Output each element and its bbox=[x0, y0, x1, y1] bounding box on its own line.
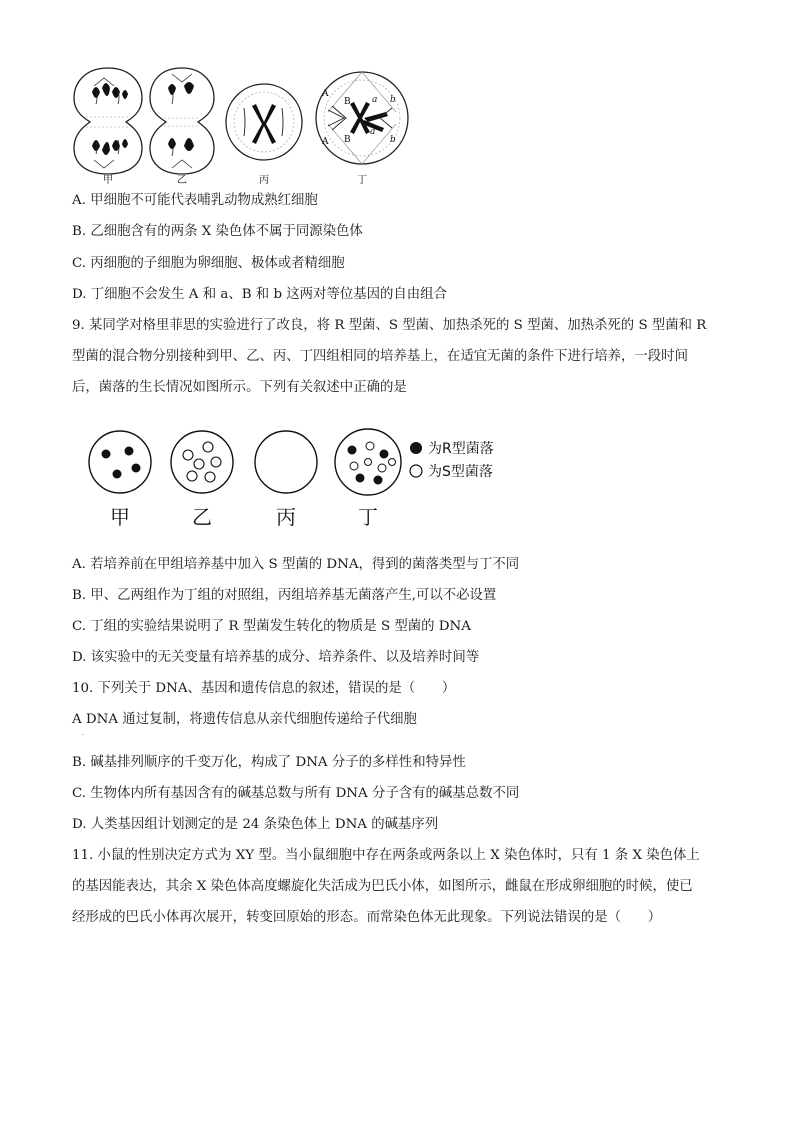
q8-option-a: A. 甲细胞不可能代表哺乳动物成熟红细胞 bbox=[72, 193, 318, 208]
q9-option-b: B. 甲、乙两组作为丁组的对照组，丙组培养基无菌落产生,可以不必设置 bbox=[72, 588, 497, 603]
cell-label-jia: 甲 bbox=[103, 175, 113, 184]
q9-stem-line-1: 9. 某同学对格里菲思的实验进行了改良，将 R 型菌、S 型菌、加热杀死的 S 型菌、加热杀死的 S 型菌和 R bbox=[72, 318, 707, 333]
q9-option-d: D. 该实验中的无关变量有培养基的成分、培养条件、以及培养时间等 bbox=[72, 650, 480, 665]
dish-bing bbox=[255, 431, 317, 493]
q10-stem: 10. 下列关于 DNA、基因和遗传信息的叙述，错误的是（ ） bbox=[72, 681, 456, 696]
q9-stem-line-2: 型菌的混合物分别接种到甲、乙、丙、丁四组相同的培养基上，在适宜无菌的条件下进行培养，一段时间 bbox=[72, 349, 688, 364]
q9-stem-line-3: 后，菌落的生长情况如图所示。下列有关叙述中正确的是 bbox=[72, 380, 407, 395]
q10-option-a: A DNA 通过复制，将遗传信息从亲代细胞传递给子代细胞 bbox=[72, 712, 417, 727]
q11-stem-line-3: 经形成的巴氏小体再次展开，转变回原始的形态。而常染色体无此现象。下列说法错误的是（ ） bbox=[72, 910, 662, 925]
q8-option-d: D. 丁细胞不会发生 A 和 a、B 和 b 这两对等位基因的自由组合 bbox=[72, 287, 447, 302]
colony-figure bbox=[82, 424, 522, 532]
cell-label-ding: 丁 bbox=[357, 175, 367, 184]
allele-label: B bbox=[344, 135, 351, 145]
dish-label-ding: 丁 bbox=[358, 505, 378, 529]
dish-jia bbox=[89, 431, 151, 493]
cell-label-yi: 乙 bbox=[177, 175, 187, 184]
cell-yi bbox=[150, 68, 214, 174]
stray-mark: . bbox=[82, 730, 84, 737]
allele-label: b bbox=[390, 95, 396, 105]
colony-legend bbox=[410, 440, 494, 480]
allele-label: a bbox=[370, 127, 376, 137]
dish-label-jia: 甲 bbox=[110, 505, 130, 529]
cell-jia bbox=[74, 68, 142, 174]
dish-ding bbox=[335, 429, 401, 495]
cell-division-figure bbox=[68, 62, 418, 184]
allele-label: b bbox=[390, 135, 396, 145]
q10-option-b: B. 碱基排列顺序的千变万化，构成了 DNA 分子的多样性和特异性 bbox=[72, 755, 466, 770]
q11-stem-line-2: 的基因能表达，其余 X 染色体高度螺旋化失活成为巴氏小体，如图所示，雌鼠在形成卵细胞的时候，使已 bbox=[72, 879, 693, 894]
legend-s-label: 为S型菌落 bbox=[428, 464, 493, 480]
allele-label: A bbox=[322, 89, 329, 99]
dish-yi bbox=[171, 431, 233, 493]
cell-label-bing: 丙 bbox=[259, 175, 269, 184]
legend-r-marker bbox=[410, 442, 422, 454]
q9-option-c: C. 丁组的实验结果说明了 R 型菌发生转化的物质是 S 型菌的 DNA bbox=[72, 619, 471, 634]
q11-stem-line-1: 11. 小鼠的性别决定方式为 XY 型。当小鼠细胞中存在两条或两条以上 X 染色体时，只有 1 条 X 染色体上 bbox=[72, 848, 700, 863]
allele-label: a bbox=[372, 95, 378, 105]
q10-option-d: D. 人类基因组计划测定的是 24 条染色体上 DNA 的碱基序列 bbox=[72, 817, 439, 832]
dish-label-bing: 丙 bbox=[276, 505, 296, 529]
q9-option-a: A. 若培养前在甲组培养基中加入 S 型菌的 DNA，得到的菌落类型与丁不同 bbox=[72, 557, 520, 572]
allele-label: A bbox=[322, 137, 329, 147]
legend-r-label: 为R型菌落 bbox=[428, 441, 494, 457]
allele-label: B bbox=[344, 97, 351, 107]
q8-option-b: B. 乙细胞含有的两条 X 染色体不属于同源染色体 bbox=[72, 224, 363, 239]
dish-label-yi: 乙 bbox=[192, 505, 212, 529]
q10-option-c: C. 生物体内所有基因含有的碱基总数与所有 DNA 分子含有的碱基总数不同 bbox=[72, 786, 520, 801]
legend-s-marker bbox=[410, 465, 422, 477]
q8-option-c: C. 丙细胞的子细胞为卵细胞、极体或者精细胞 bbox=[72, 256, 345, 271]
